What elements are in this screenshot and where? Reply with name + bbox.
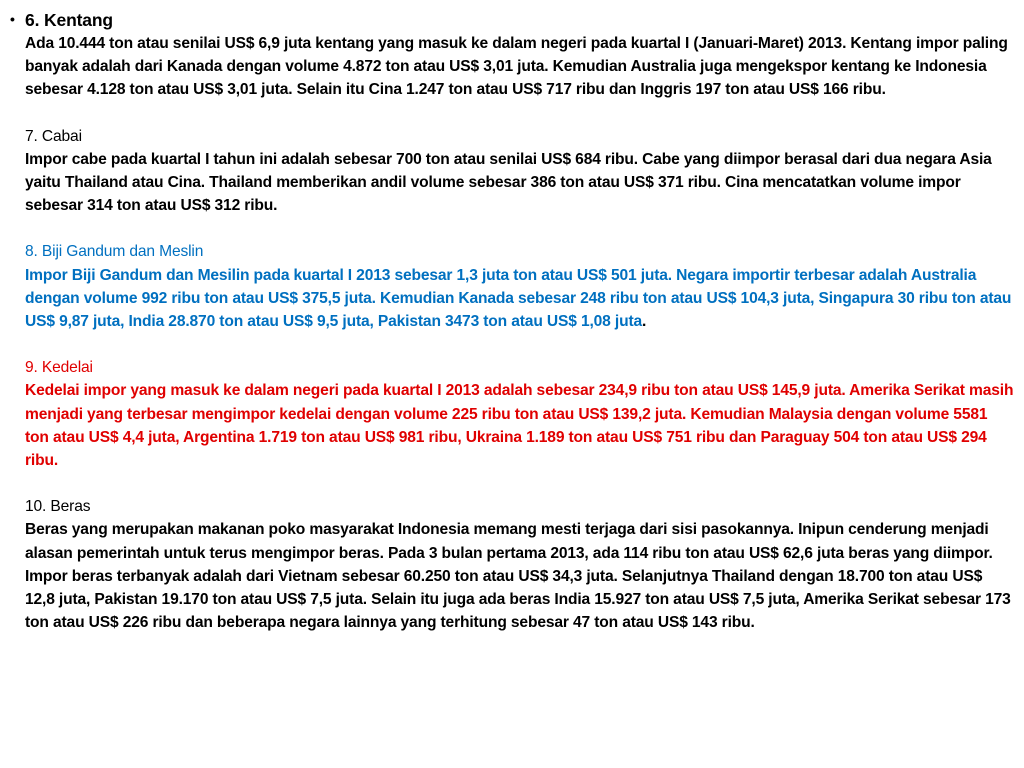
section-title-gandum: 8. Biji Gandum dan Meslin (25, 243, 204, 261)
section-gap (25, 102, 1015, 125)
section-body-kedelai: Kedelai impor yang masuk ke dalam negeri pada kuartal I 2013 adalah sebesar 234,9 ribu ton atau US$ 145,9 juta. Amerika Serikat masih menjadi yang terbesar mengimpor kedelai dengan volume 225 ribu ton atau US$ 139,2 juta. Kemudian Malaysia dengan volume 5581 ton atau US$ 4,4 juta, Argentina 1.719 ton atau US$ 981 ribu, Ukraina 1.189 ton atau US$ 751 ribu dan Paraguay 504 ton atau US$ 294 ribu. (25, 382, 1014, 470)
section-body-cabai: Impor cabe pada kuartal I tahun ini adalah sebesar 700 ton atau senilai US$ 684 ribu. Cabe yang diimpor berasal dari dua negara Asia yaitu Thailand atau Cina. Thailand memberikan andil volume sebesar 386 ton atau US$ 371 ribu. Cina mencatatkan volume impor sebesar 314 ton atau US$ 312 ribu. (25, 150, 992, 215)
section-body-gandum: Impor Biji Gandum dan Mesilin pada kuartal I 2013 sebesar 1,3 juta ton atau US$ 501 juta. Negara importir terbesar adalah Australia dengan volume 992 ribu ton atau US$ 375,5 juta. Kemudian Kanada sebesar 248 ribu ton atau US$ 104,3 juta, Singapura 30 ribu ton atau US$ 9,87 juta, India 28.870 ton atau US$ 9,5 juta, Pakistan 3473 ton atau US$ 1,08 juta (25, 266, 1012, 331)
bullet-icon: • (10, 11, 15, 27)
section-kentang (25, 8, 1015, 102)
section-kedelai (25, 356, 1015, 472)
section-title-kentang: 6. Kentang (25, 10, 113, 30)
section-title-beras: 10. Beras (25, 498, 91, 516)
section-body-gandum-wrapper (25, 264, 1015, 334)
slide-content (10, 8, 1015, 634)
section-gap (25, 472, 1015, 495)
section-body-beras: Beras yang merupakan makanan poko masyarakat Indonesia memang mesti terjaga dari sisi pasokannya. Inipun cenderung menjadi alasan pemerintah untuk terus mengimpor beras. Pada 3 bulan pertama 2013, ada 114 ribu ton atau US$ 62,6 juta beras yang diimpor. Impor beras terbanyak adalah dari Vietnam sebesar 60.250 ton atau US$ 34,3 juta. Selanjutnya Thailand dengan 18.700 ton atau US$ 12,8 juta, Pakistan 19.170 ton atau US$ 7,5 juta. Selain itu juga ada beras India 15.927 ton atau US$ 7,5 juta, Amerika Serikat sebesar 173 ton atau US$ 226 ribu dan beberapa negara lainnya yang terhitung sebesar 47 ton atau US$ 143 ribu. (25, 521, 1011, 632)
section-body-kentang: Ada 10.444 ton atau senilai US$ 6,9 juta kentang yang masuk ke dalam negeri pada kuartal I (Januari-Maret) 2013. Kentang impor paling banyak adalah dari Kanada dengan volume 4.872 ton atau US$ 3,01 juta. Kemudian Australia juga mengekspor kentang ke Indonesia sebesar 4.128 ton atau US$ 3,01 juta. Selain itu Cina 1.247 ton atau US$ 717 ribu dan Inggris 197 ton atau US$ 166 ribu. (25, 35, 1008, 99)
section-gap (25, 333, 1015, 356)
section-gandum (25, 240, 1015, 333)
section-cabai (25, 125, 1015, 218)
section-title-cabai: 7. Cabai (25, 127, 82, 145)
section-beras (25, 495, 1015, 634)
section-title-kedelai: 9. Kedelai (25, 359, 93, 377)
section-body-gandum-trailing: . (642, 313, 647, 331)
section-gap (25, 217, 1015, 240)
